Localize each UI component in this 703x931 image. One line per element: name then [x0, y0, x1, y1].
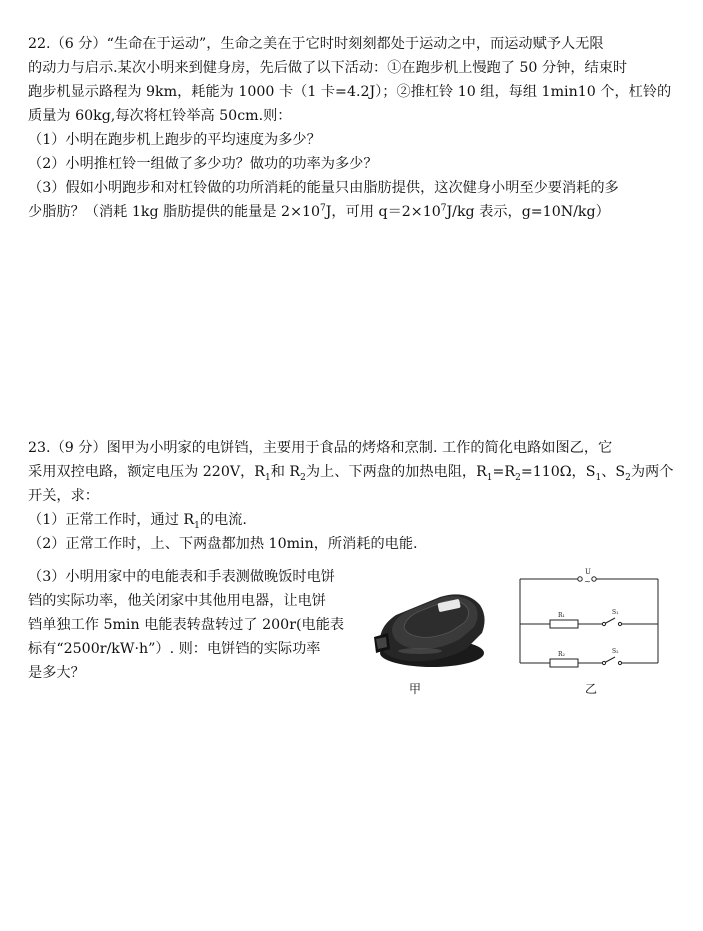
q23-sub: 2 — [625, 472, 631, 483]
q23-sub: 1 — [595, 472, 602, 483]
q23-text: 为两个 — [630, 464, 674, 480]
circuit-r2-label: R₂ — [558, 651, 565, 658]
q23-text: 和 R — [270, 464, 301, 480]
circuit-diagram — [512, 565, 662, 675]
question-22 — [28, 32, 671, 224]
q23-text: =110Ω，S — [520, 464, 596, 480]
circuit-source-symbol: ~ — [584, 577, 591, 586]
q23-line — [28, 508, 673, 532]
q23-text: 采用双控电路，额定电压为 220V，R — [28, 464, 265, 480]
q23-text: （1）正常工作时，通过 R — [28, 512, 195, 528]
q23-text: 、S — [601, 464, 626, 480]
q22-text: 少脂肪？（消耗 1kg 脂肪提供的能量是 2×10 — [28, 204, 321, 220]
q22-line: 跑步机显示路程为 9km，耗能为 1000 卡（1 卡=4.2J）；②推杠铃 10 组，每组 1min10 个，杠铃的 — [28, 84, 672, 100]
figure-jia-caption: 甲 — [409, 682, 422, 696]
q23-sub3-line: 是多大？ — [28, 665, 85, 681]
q23-text: =R — [492, 464, 516, 480]
q23-sub3-line: 标有“2500r/kW·h”）. 则：电饼铛的实际功率 — [28, 641, 321, 657]
q23-sub: 1 — [194, 520, 200, 531]
q22-line: （3）假如小明跑步和对杠铃做的功所消耗的能量只由脂肪提供，这次健身小明至少要消耗的多 — [28, 180, 619, 196]
q22-last-line — [28, 200, 671, 224]
q23-sub3-line: （3）小明用家中的电能表和手表测做晚饭时电饼 — [28, 569, 335, 585]
q22-sup: 7 — [320, 203, 326, 214]
q23-sub: 1 — [486, 472, 493, 483]
q23-sub3-line: 铛的实际功率，他关闭家中其他用电器，让电饼 — [28, 593, 326, 609]
q22-text: J，可用 q＝2×10 — [325, 204, 441, 220]
q23-line: 23.（9 分）图甲为小明家的电饼铛，主要用于食品的烤烙和烹制. 工作的简化电路如图乙，它 — [28, 440, 613, 456]
q23-sub: 1 — [264, 472, 271, 483]
circuit-s1-label: S₁ — [612, 609, 619, 616]
q22-sup: 7 — [440, 203, 447, 214]
q23-line: 开关，求： — [28, 488, 99, 504]
circuit-s2-label: S₂ — [612, 648, 619, 655]
q23-text: 的电流. — [199, 512, 247, 528]
q22-line: 的动力与启示.某次小明来到健身房，先后做了以下活动：①在跑步机上慢跑了 50 分钟，结束时 — [28, 60, 628, 76]
q22-line: 22.（6 分）“生命在于运动”，生命之美在于它时时刻刻都处于运动之中，而运动赋予人无限 — [28, 36, 604, 52]
q23-line: （2）正常工作时，上、下两盘都加热 10min，所消耗的电能. — [28, 536, 418, 552]
circuit-source-label: U — [585, 568, 591, 576]
figure-yi-caption: 乙 — [585, 682, 598, 696]
q22-line: （1）小明在跑步机上跑步的平均速度为多少？ — [28, 132, 321, 148]
circuit-r1-label: R₁ — [558, 612, 565, 619]
electric-griddle-image — [370, 575, 490, 673]
q23-sub: 2 — [300, 472, 306, 483]
q22-line: 质量为 60kg,每次将杠铃举高 50cm.则： — [28, 108, 292, 124]
q23-sub: 2 — [515, 472, 521, 483]
q22-text: J/kg 表示，g=10N/kg） — [446, 204, 610, 220]
question-23-part-3 — [28, 565, 344, 685]
q23-text: 为上、下两盘的加热电阻，R — [305, 464, 487, 480]
q23-line — [28, 460, 673, 484]
question-23 — [28, 436, 673, 556]
q23-sub3-line: 铛单独工作 5min 电能表转盘转过了 200r(电能表 — [28, 617, 345, 633]
q22-line: （2）小明推杠铃一组做了多少功？做功的功率为多少？ — [28, 156, 378, 172]
